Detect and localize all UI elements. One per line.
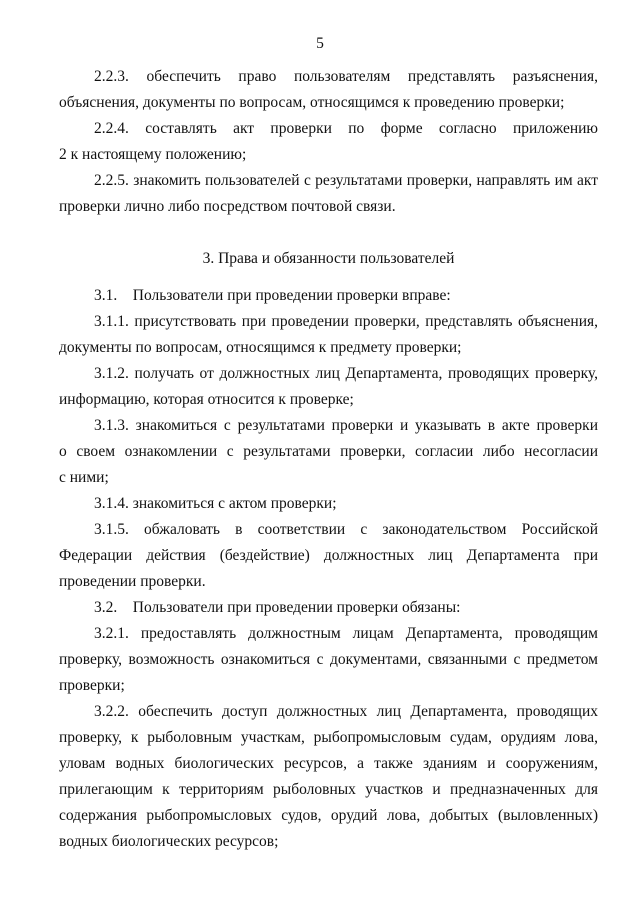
paragraph-line: водных биологических ресурсов;: [59, 833, 279, 850]
paragraph: [59, 621, 598, 699]
paragraph-line: информацию, которая относится к проверке;: [59, 391, 354, 408]
paragraph-line: 2.2.3. обеспечить право пользователям представлять разъяснения,: [94, 68, 598, 85]
document-body: [59, 64, 598, 855]
paragraph-line: уловам водных биологических ресурсов, а также зданиям и сооружениям,: [59, 755, 598, 772]
paragraph: [59, 491, 598, 517]
paragraph-line: 3.1.4. знакомиться с актом проверки;: [94, 495, 337, 512]
paragraph-line: 3.1.2. получать от должностных лиц Департамента, проводящих проверку,: [94, 365, 598, 382]
paragraph-line: прилегающим к территориям рыболовных участков и предназначенных для: [59, 781, 598, 798]
paragraph: [59, 309, 598, 361]
paragraph: [59, 699, 598, 855]
paragraph-line: 3.1.5. обжаловать в соответствии с законодательством Российской: [94, 521, 598, 538]
paragraph: [59, 361, 598, 413]
paragraph: [59, 283, 598, 309]
paragraph-line: проверки лично либо посредством почтовой связи.: [59, 198, 396, 215]
paragraph-line: Федерации действия (бездействие) должностных лиц Департамента при: [59, 547, 598, 564]
paragraph-line: 3.2.2. обеспечить доступ должностных лиц Департамента, проводящих: [94, 703, 598, 720]
section-3-items: [59, 283, 598, 855]
paragraph-line: проведении проверки.: [59, 573, 206, 590]
section-heading: 3. Права и обязанности пользователей: [202, 250, 455, 267]
paragraph-line: 2.2.5. знакомить пользователей с результатами проверки, направлять им акт: [94, 172, 598, 189]
paragraph-line: 3.1. Пользователи при проведении проверки вправе:: [94, 287, 451, 304]
paragraph: [59, 595, 598, 621]
page-number: 5: [316, 35, 324, 52]
paragraph: [59, 116, 598, 168]
paragraph-line: проверку, возможность ознакомиться с документами, связанными с предметом: [59, 651, 598, 668]
paragraph-line: с ними;: [59, 469, 109, 486]
paragraph-line: объяснения, документы по вопросам, относящимся к проведению проверки;: [59, 94, 565, 111]
paragraph-line: 3.1.3. знакомиться с результатами проверки и указывать в акте проверки: [94, 417, 598, 434]
paragraph: [59, 168, 598, 220]
paragraph-line: документы по вопросам, относящимся к предмету проверки;: [59, 339, 462, 356]
paragraph-line: 2.2.4. составлять акт проверки по форме согласно приложению: [94, 120, 598, 137]
paragraph: [59, 64, 598, 116]
paragraph-line: 3.1.1. присутствовать при проведении проверки, представлять объяснения,: [94, 313, 598, 330]
paragraph-line: 3.2. Пользователи при проведении проверки обязаны:: [94, 599, 461, 616]
paragraph: [59, 517, 598, 595]
paragraph-line: 2 к настоящему положению;: [59, 146, 247, 163]
section-2-items: [59, 64, 598, 220]
paragraph-line: о своем ознакомлении с результатами проверки, согласии либо несогласии: [59, 443, 598, 460]
paragraph: [59, 413, 598, 491]
paragraph-line: содержания рыбопромысловых судов, орудий лова, добытых (выловленных): [59, 807, 598, 824]
paragraph-line: 3.2.1. предоставлять должностным лицам Департамента, проводящим: [94, 625, 598, 642]
paragraph-line: проверки;: [59, 677, 125, 694]
paragraph-line: проверку, к рыболовным участкам, рыбопромысловым судам, орудиям лова,: [59, 729, 598, 746]
